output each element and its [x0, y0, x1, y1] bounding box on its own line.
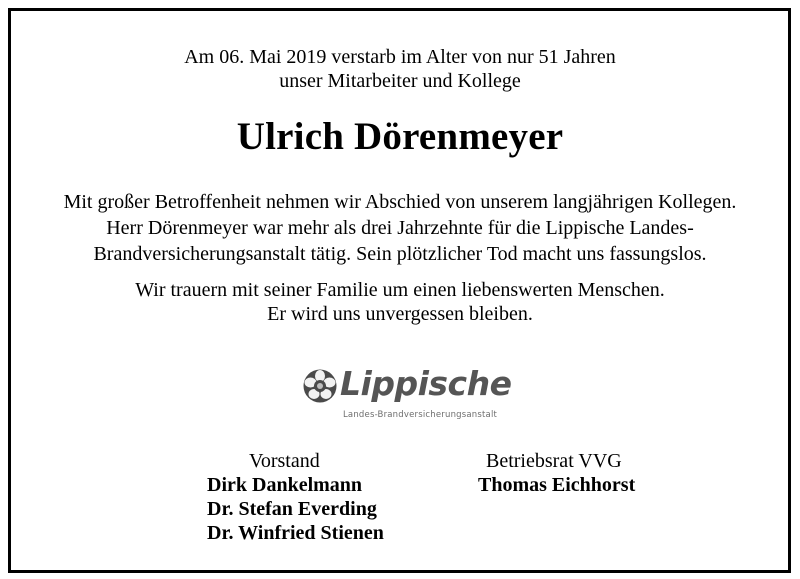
- closing-line: Er wird uns unvergessen bleiben.: [267, 303, 533, 325]
- intro-line: unser Mitarbeiter und Kollege: [279, 70, 521, 92]
- logo-wordmark: Lippische: [340, 364, 512, 403]
- closing-line: Wir trauern mit seiner Familie um einen liebenswerten Menschen.: [135, 279, 665, 301]
- board-signatures: [207, 449, 384, 545]
- board-member: Dr. Winfried Stienen: [207, 522, 384, 544]
- paragraph-line: Brandversicherungsanstalt tätig. Sein plötzlicher Tod macht uns fassungslos.: [93, 243, 707, 265]
- logo-subtitle: Landes-Brandversicherungsanstalt: [343, 410, 498, 420]
- board-member: Dr. Stefan Everding: [207, 498, 377, 520]
- paragraph-line: Herr Dörenmeyer war mehr als drei Jahrzehnte für die Lippische Landes-: [106, 217, 694, 239]
- rose-emblem-icon: [302, 368, 338, 404]
- intro-text: [0, 45, 800, 93]
- board-heading: Vorstand: [249, 450, 320, 472]
- works-council-signatures: [478, 449, 635, 497]
- paragraph-line: Mit großer Betroffenheit nehmen wir Abschied von unserem langjährigen Kollegen.: [63, 191, 737, 213]
- company-logo: [300, 362, 520, 422]
- board-member: Dirk Dankelmann: [207, 474, 363, 496]
- condolence-paragraph: [0, 189, 800, 267]
- closing-paragraph: [0, 278, 800, 326]
- deceased-name: Ulrich Dörenmeyer: [236, 115, 564, 158]
- works-council-member: Thomas Eichhorst: [478, 474, 636, 496]
- works-council-heading: Betriebsrat VVG: [486, 450, 622, 472]
- intro-line: Am 06. Mai 2019 verstarb im Alter von nur 51 Jahren: [184, 46, 616, 68]
